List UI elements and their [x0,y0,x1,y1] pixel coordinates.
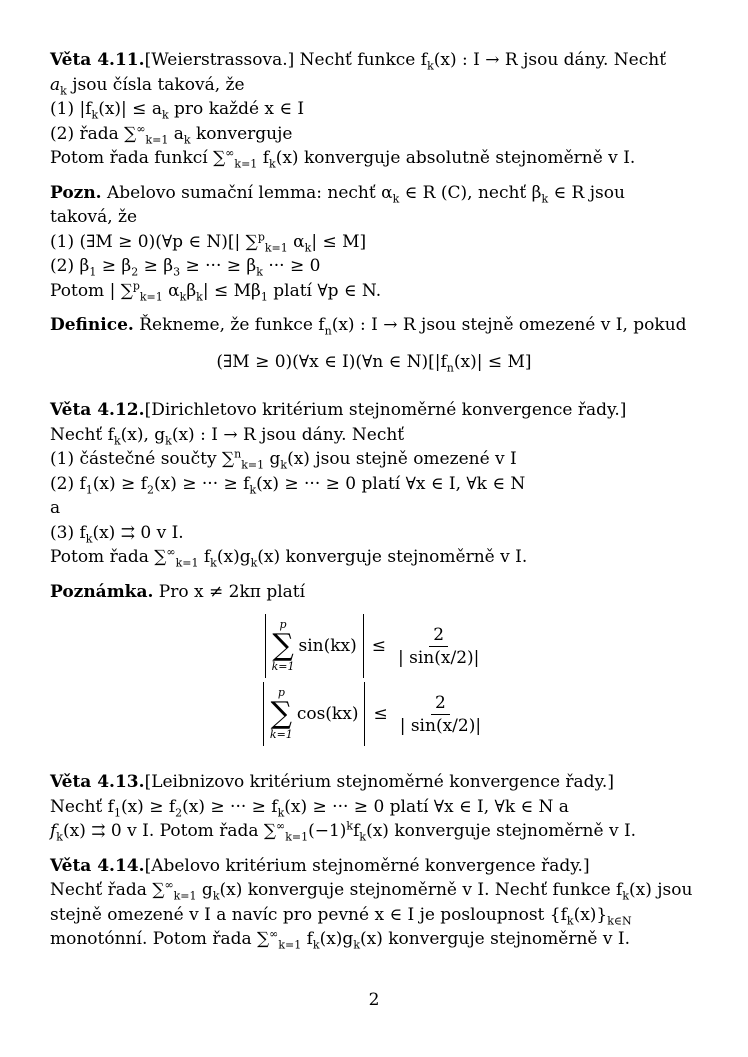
remark-title: Pozn. [50,182,102,203]
theorem-name: [Weierstrassova.] [144,50,295,70]
display-equation: (∃M ≥ 0)(∀x ∈ I)(∀n ∈ $N)[|f_n(x)| \le M]$ [216,351,532,374]
theorem-title: Věta 4.13. [50,772,145,792]
definition-title: Definice. [50,315,134,335]
page-body [50,48,698,952]
theorem-4-14: Věta 4.14.[Abelovo kritérium stejnoměrné konvergence řady.] Nechť řada $\sum^\infty_{k=1}$ $g_k(x)$ konverguje stejnoměrně v I. Nechť funkce $f_k(x)$ jsou stejně omezené v I a navíc pro pevné x ∈ I je posloupnost $\{f_k(x)\}_{k\in N}$ monotónní. Potom řada $\sum^\infty_{k=1}$ $f_k(x)g_k(x)$ konverguje stejnoměrně v I. [50,855,693,952]
theorem-name: [Abelovo kritérium stejnoměrné konvergence řady.] [144,855,590,876]
page-number: 2 [368,990,380,1010]
theorem-name: [Leibnizovo kritérium stejnoměrné konvergence řady.] [144,772,614,792]
theorem-title: Věta 4.12. [50,400,145,420]
remark-title: Poznámka. [50,581,154,602]
remark-trig-sums: Poznámka. Pro x ≠ 2kπ platí p ∑ k=1 sin(kx) ≤ $\frac{2}{| \sin(x/2)|}$ p ∑ k=1 cos(kx) ≤ $\frac{2}{| \sin(x/2)|}$ [50,580,698,747]
theorem-title: Věta 4.14. [50,855,145,876]
cos-sum-inequality: p ∑ k=1 cos(kx) ≤ $\frac{2}{| \sin(x/2)|}$ [50,682,698,746]
theorem-4-13: Věta 4.13.[Leibnizovo kritérium stejnoměrné konvergence řady.] Nechť $f_1(x) \ge f_2(x)$ ≥ ··· ≥ $f_k(x)$ ≥ ··· ≥ 0 platí ∀x ∈ I, ∀k ∈ N a $f_k(x)$ ⇉ 0 v I. Potom řada $\sum^\infty_{k=1}(-1)^kf_k(x)$ konverguje stejnoměrně v I. [50,772,637,844]
theorem-name: [Dirichletovo kritérium stejnoměrné konvergence řady.] [144,400,627,420]
sin-sum-inequality: p ∑ k=1 sin(kx) ≤ $\frac{2}{| \sin(x/2)|}$ [50,614,698,678]
remark-abel-lemma: Pozn. Abelovo sumační lemma: nechť $\alpha_k$ ∈ R (C), nechť $\beta_k$ ∈ R jsou taková, že (1) (∃M ≥ 0)(∀p ∈ N)[| ∑$^p_{k=1}$ $\alpha_k| \le M$] (2) $\beta_1 \ge \beta_2 \ge \beta_3$ ≥ ··· ≥ $\beta_k$ ··· ≥ 0 Potom | ∑$^p_{k=1}$ $\alpha_k\beta_k| \le M\beta_1$ platí ∀p ∈ N. [50,182,625,303]
theorem-title: Věta 4.11. [50,50,145,70]
theorem-4-12: Věta 4.12.[Dirichletovo kritérium stejnoměrné konvergence řady.] Nechť $f_k(x)$, $g_k(x)$ : I → R jsou dány. Nechť (1) částečné součty ∑$^n_{k=1}$ $g_k(x)$ jsou stejně omezené v I (2) $f_1(x) \ge f_2(x)$ ≥ ··· ≥ $f_k(x)$ ≥ ··· ≥ 0 platí ∀x ∈ I, ∀k ∈ N a (3) $f_k(x)$ ⇉ 0 v I. Potom řada $\sum^\infty_{k=1}$ $f_k(x)g_k(x)$ konverguje stejnoměrně v I. [50,400,627,570]
theorem-4-11: Věta 4.11.[Weierstrassova.] Nechť funkce $f_k(x)$ : I → R jsou dány. Nechť $a_k$ jsou čísla taková, že (1) $|f_k(x)| \le a_k$ pro každé x ∈ I (2) řada $\sum^\infty_{k=1}$ $a_k$ konverguje Potom řada funkcí $\sum^\infty_{k=1}$ $f_k(x)$ konverguje absolutně stejnoměrně v I. [50,50,667,171]
definition-uniformly-bounded: Definice. Řekneme, že funkce $f_n(x)$ : I → R jsou stejně omezené v I, pokud (∃M ≥ 0)(∀x ∈ I)(∀n ∈ $N)[|f_n(x)| \le M]$ [50,313,698,374]
